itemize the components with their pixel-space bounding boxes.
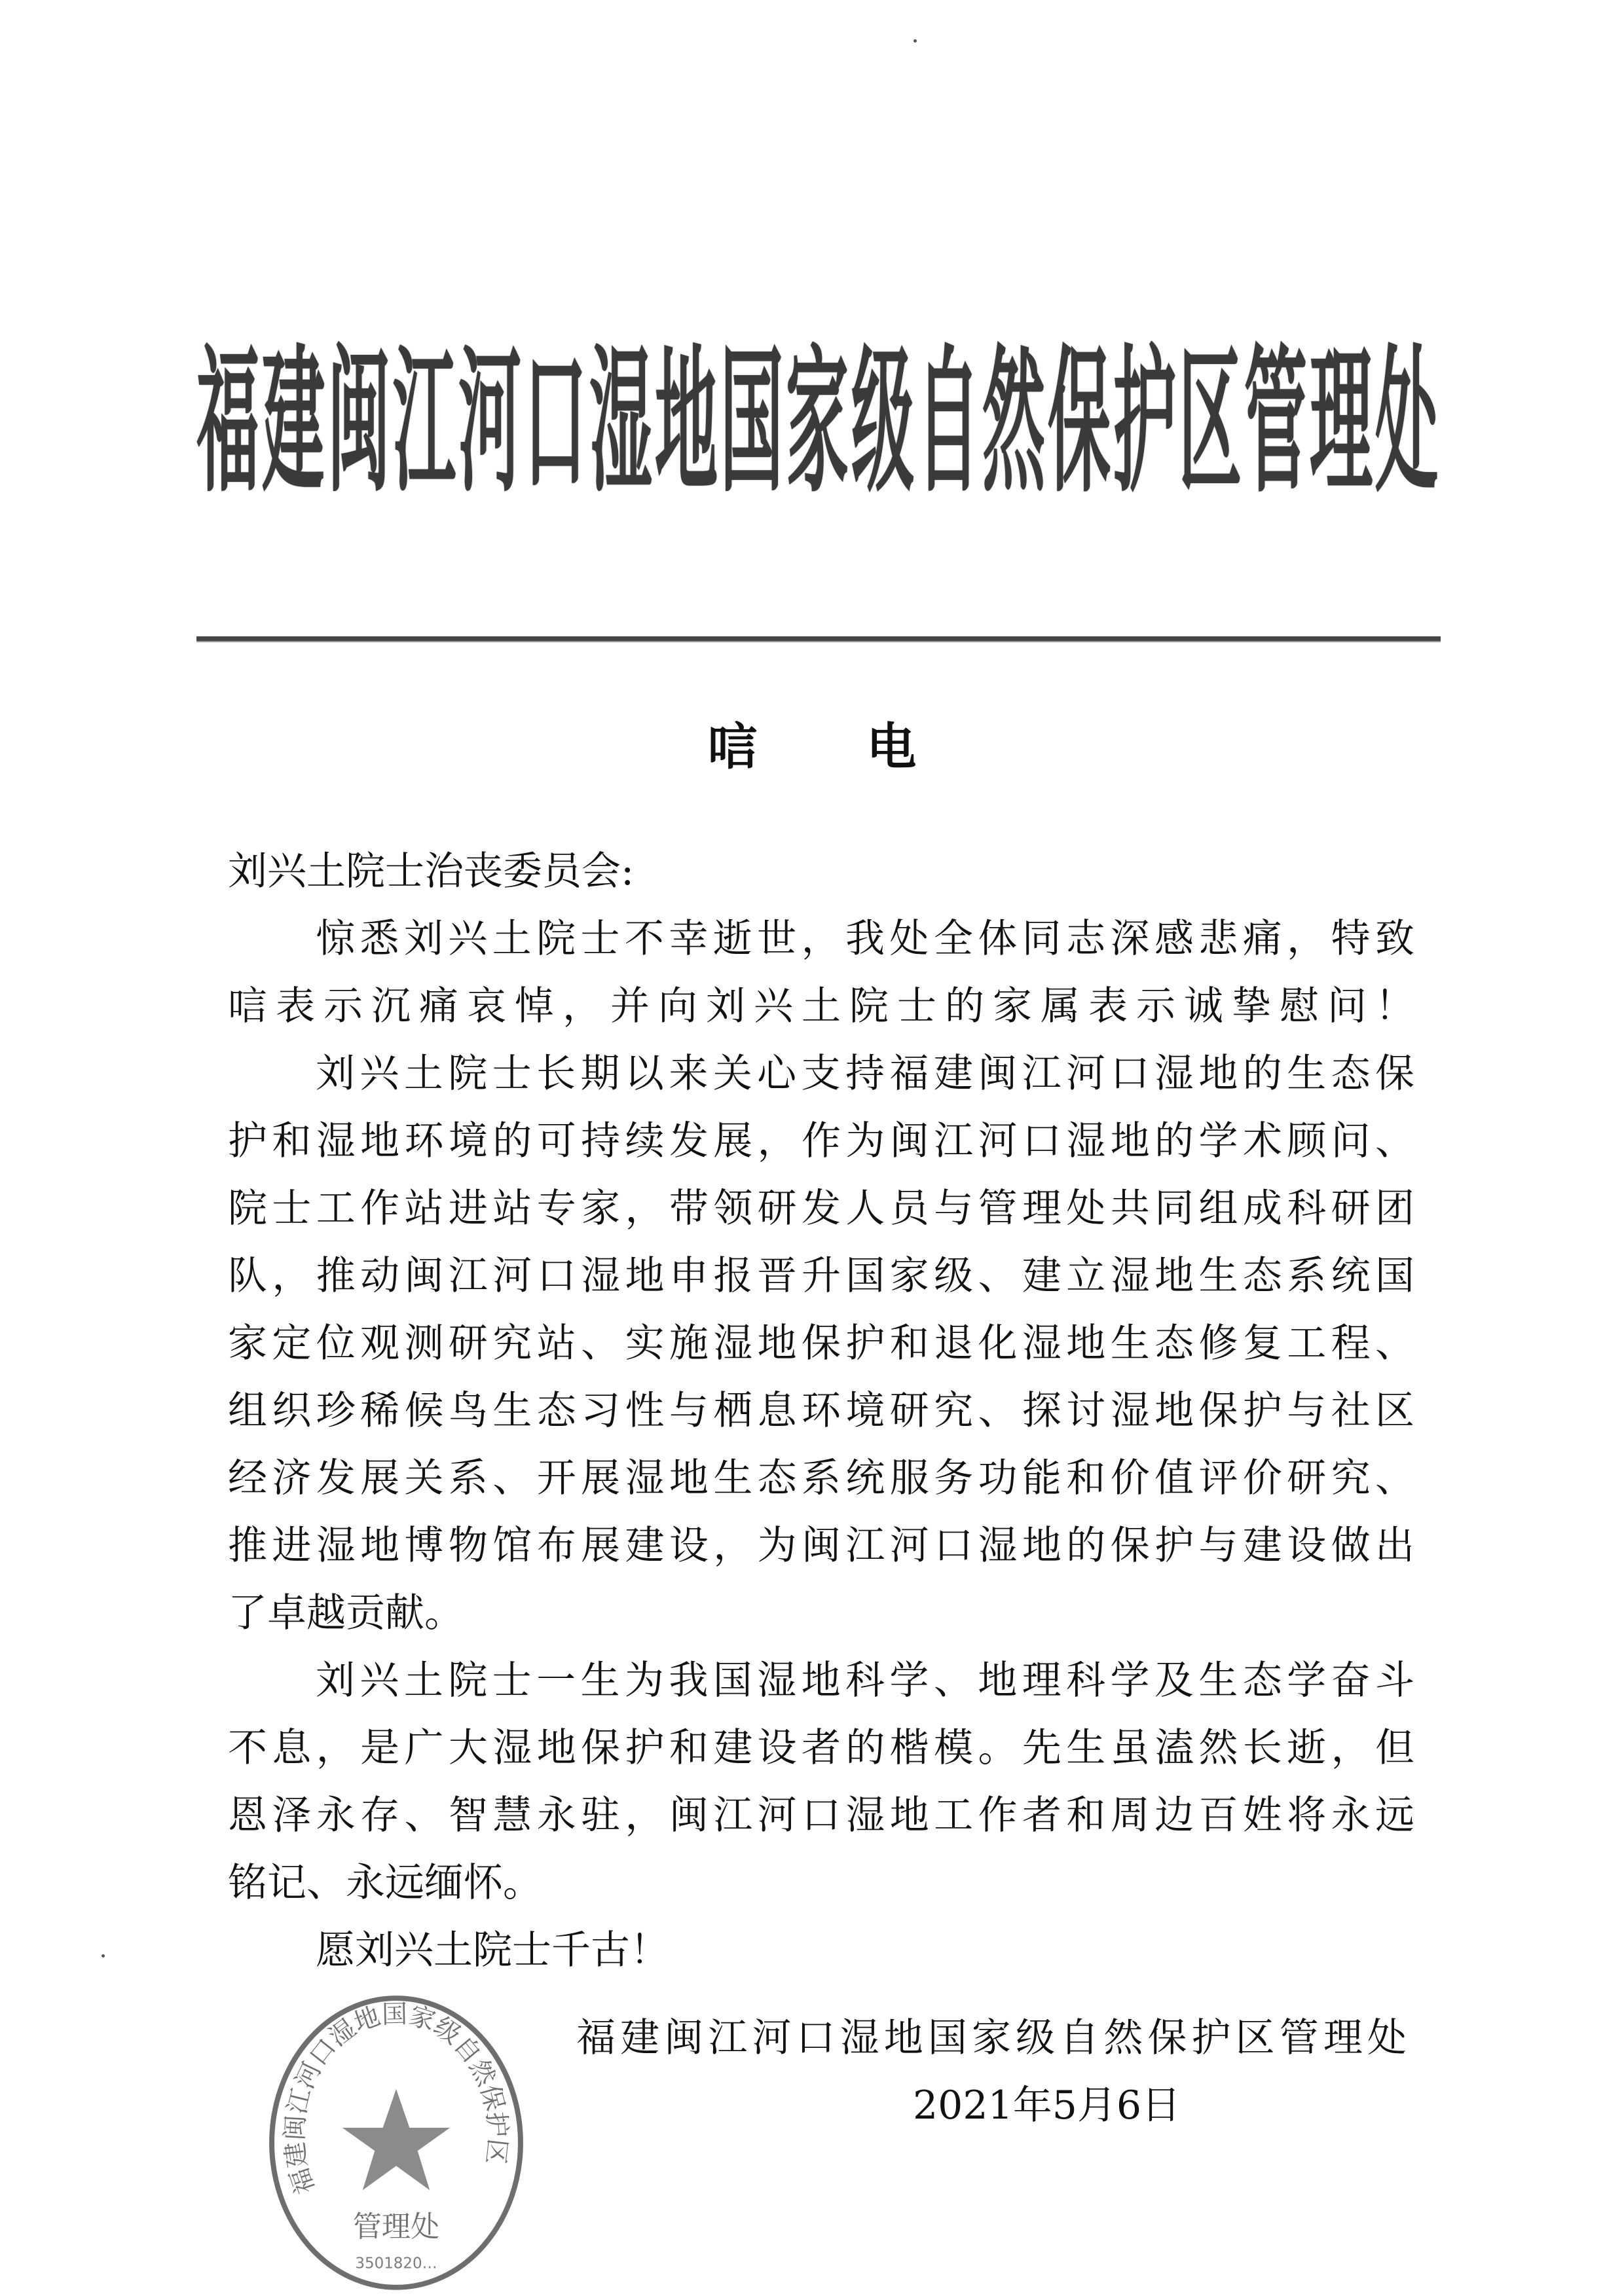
paragraph-line: 经济发展关系、开展湿地生态系统服务功能和价值评价研究、: [228, 1455, 1414, 1501]
official-seal: [262, 1994, 530, 2291]
paragraph-line: 唁表示沉痛哀悼，并向刘兴土院士的家属表示诚挚慰问！: [228, 983, 1414, 1029]
paragraph-line: 推进湿地博物馆布展建设，为闽江河口湿地的保护与建设做出: [228, 1523, 1414, 1569]
signature-organization: 福建闽江河口湿地国家级自然保护区管理处: [576, 2015, 1407, 2061]
paragraph-line: 了卓越贡献。: [228, 1590, 464, 1636]
document-title: 唁 电: [707, 718, 963, 776]
paragraph-line: 铭记、永远缅怀。: [228, 1860, 542, 1906]
paragraph-line: 愿刘兴土院士千古！: [316, 1927, 669, 1973]
paragraph-line: 刘兴土院士一生为我国湿地科学、地理科学及生态学奋斗: [316, 1658, 1414, 1704]
paragraph-line: 组织珍稀候鸟生态习性与栖息环境研究、探讨湿地保护与社区: [228, 1388, 1414, 1434]
paragraph-line: 院士工作站进站专家，带领研发人员与管理处共同组成科研团: [228, 1186, 1414, 1231]
letterhead-divider: [196, 636, 1441, 642]
letter-body: [228, 838, 1414, 1984]
seal-code: 3501820…: [355, 2255, 437, 2272]
star-icon: [342, 2089, 450, 2191]
paragraph-line: 护和湿地环境的可持续发展，作为闽江河口湿地的学术顾问、: [228, 1118, 1414, 1164]
scan-speck: [913, 39, 917, 43]
seal-center-text: 管理处: [352, 2210, 440, 2244]
signature-date: 2021年5月6日: [913, 2083, 1181, 2128]
paragraph-line: 惊悉刘兴土院士不幸逝世，我处全体同志深感悲痛，特致: [316, 916, 1414, 962]
paragraph-line: 刘兴土院士长期以来关心支持福建闽江河口湿地的生态保: [316, 1051, 1414, 1097]
paragraph-line: 不息，是广大湿地保护和建设者的楷模。先生虽溘然长逝，但: [228, 1725, 1414, 1771]
salutation: 刘兴土院士治丧委员会:: [228, 848, 635, 894]
seal-ring-text: 福建闽江河口湿地国家级自然保护区: [280, 1999, 513, 2198]
paragraph-line: 恩泽永存、智慧永驻，闽江河口湿地工作者和周边百姓将永远: [228, 1793, 1414, 1838]
paragraph-line: 队，推动闽江河口湿地申报晋升国家级、建立湿地生态系统国: [228, 1253, 1414, 1299]
letter-paragraphs: [228, 905, 1414, 1984]
paragraph-line: 家定位观测研究站、实施湿地保护和退化湿地生态修复工程、: [228, 1321, 1414, 1366]
organization-letterhead: 福建闽江河口湿地国家级自然保护区管理处: [196, 331, 1441, 514]
scan-speck: [101, 1954, 105, 1958]
